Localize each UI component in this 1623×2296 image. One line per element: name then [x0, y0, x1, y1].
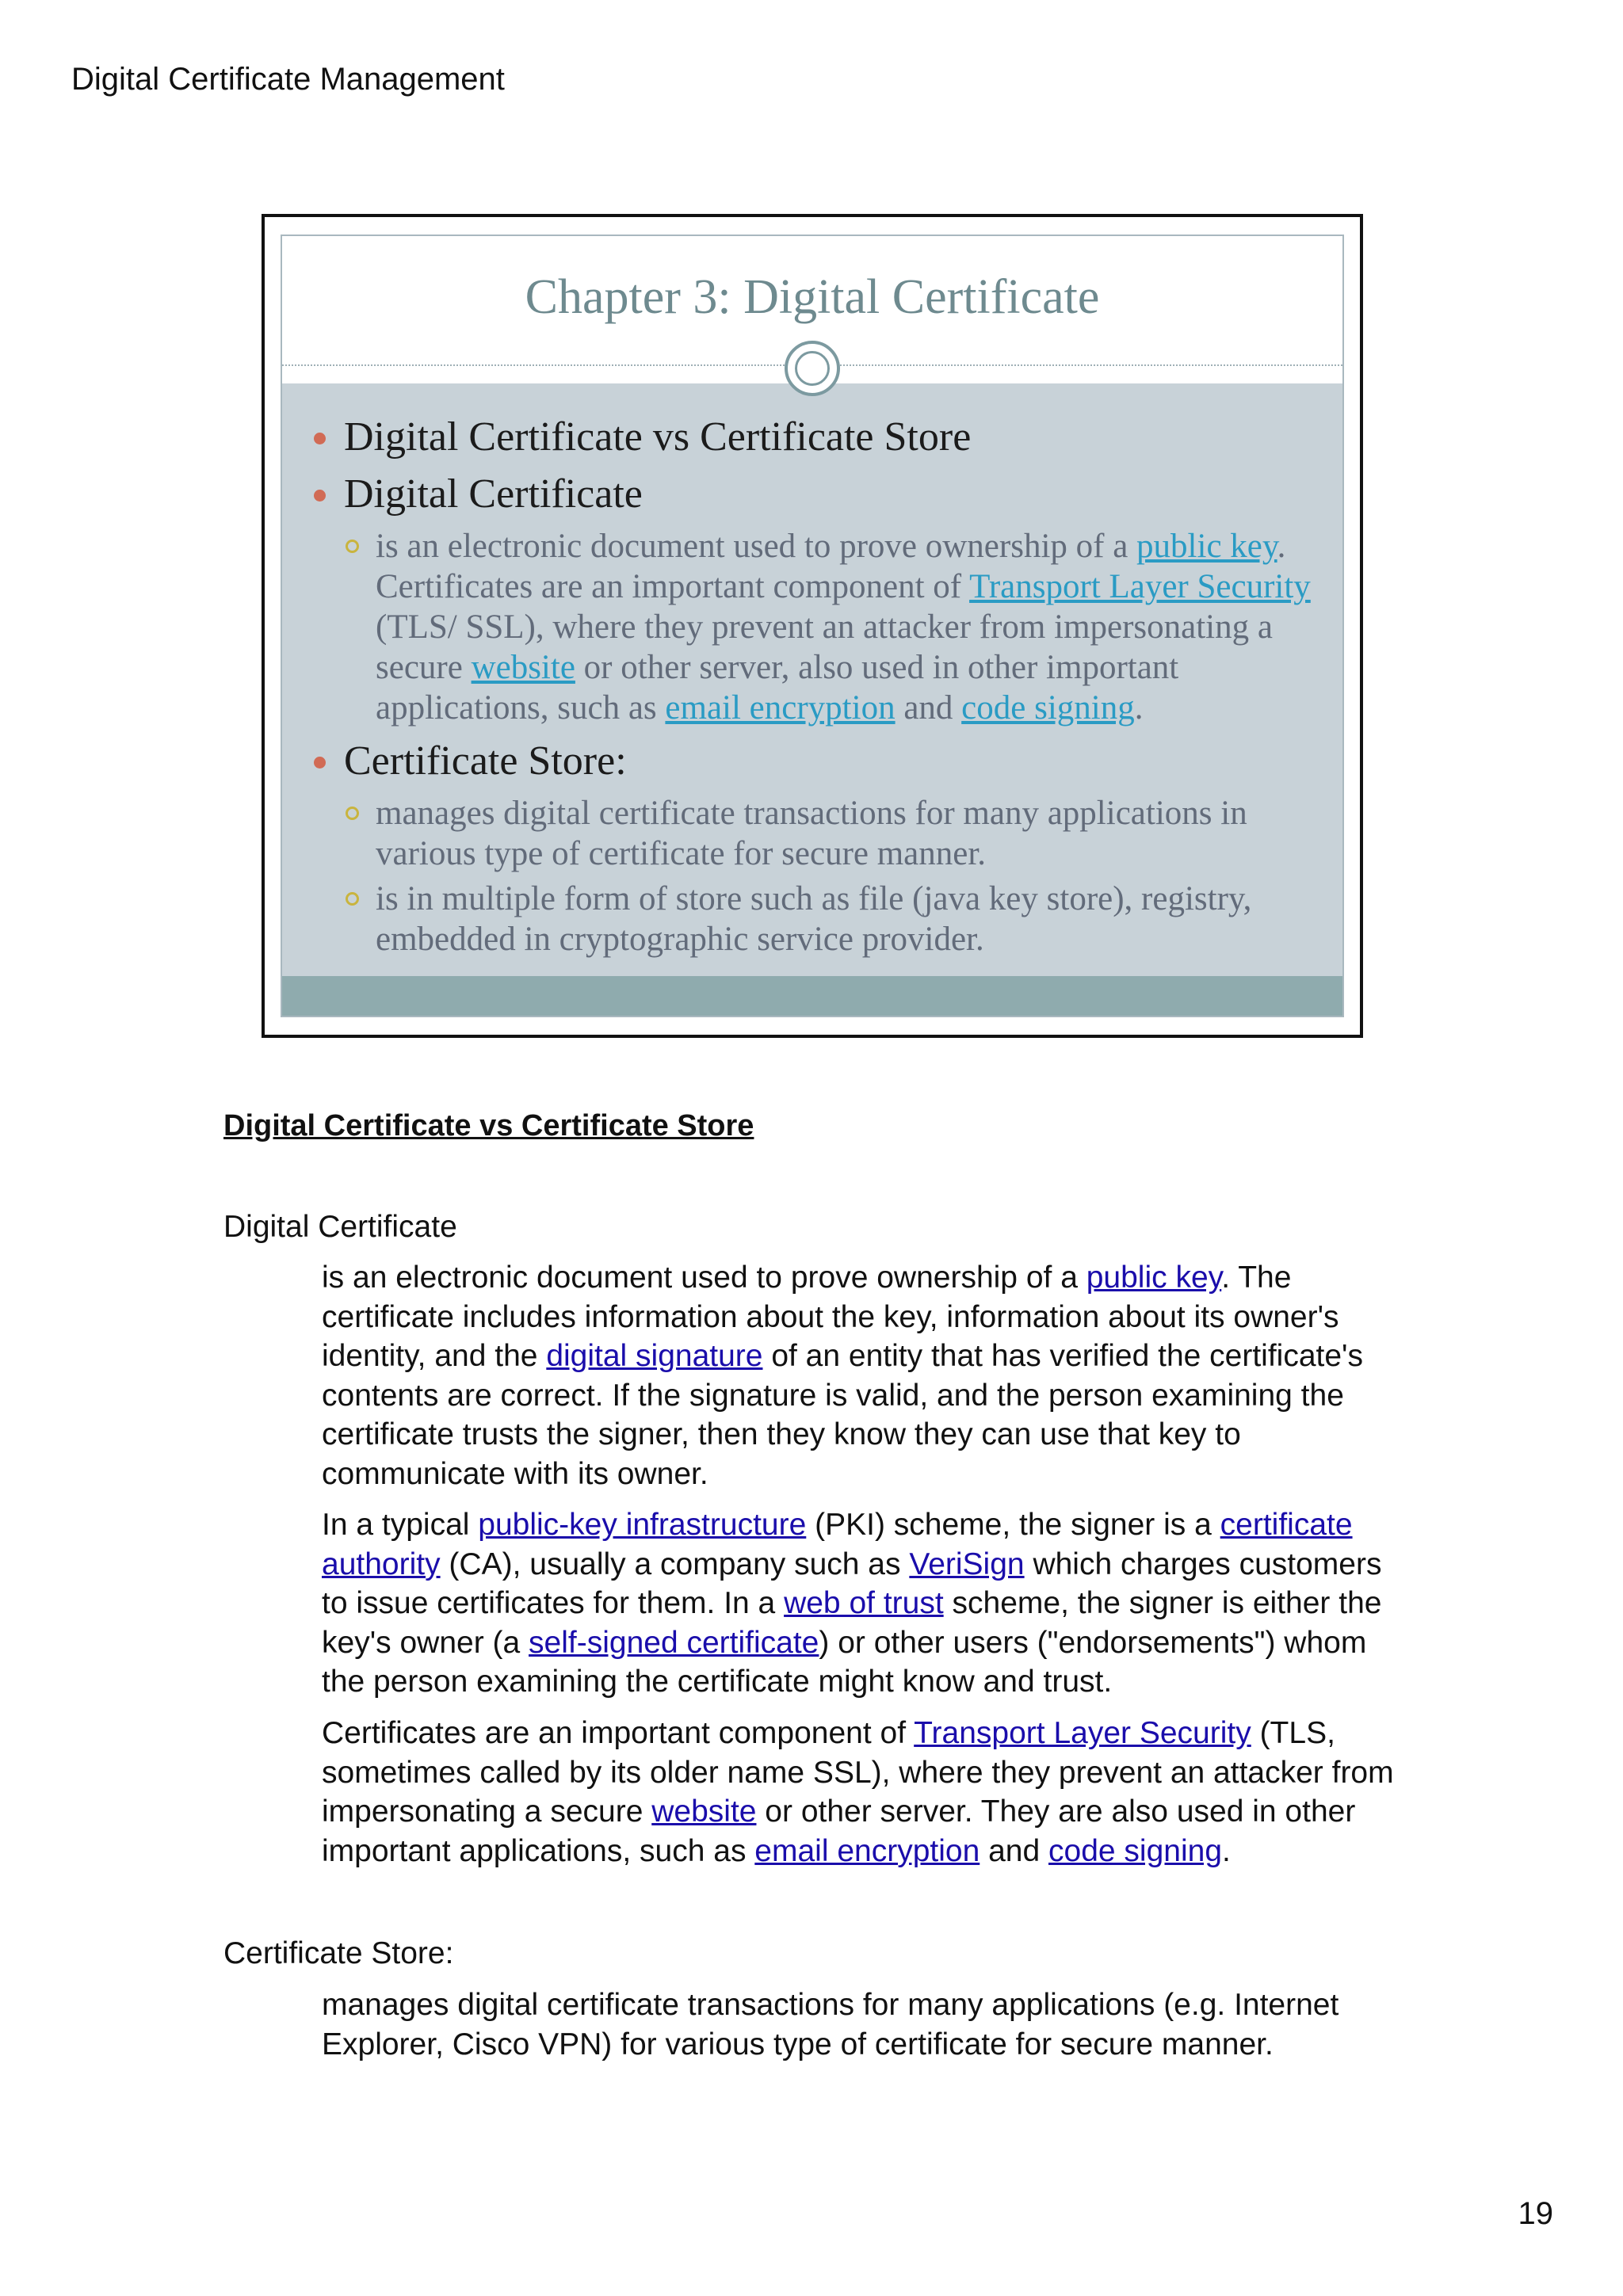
- link-verisign[interactable]: VeriSign: [909, 1547, 1025, 1581]
- link-web-of-trust[interactable]: web of trust: [784, 1586, 944, 1620]
- slide-body: [312, 409, 1311, 964]
- link-public-key[interactable]: public key: [1086, 1261, 1222, 1295]
- link-code-signing[interactable]: code signing: [961, 689, 1135, 727]
- link-self-signed-certificate[interactable]: self-signed certificate: [529, 1625, 819, 1660]
- slide: [281, 235, 1344, 1017]
- paragraph-text: (TLS, sometimes called by its older name SSL), where they prevent an attacker from impersonating a secure: [322, 1716, 1394, 1829]
- slide-sub-bullet: is in multiple form of store such as file (java key store), registry, embedded in cryptographic service provider.: [376, 879, 1311, 959]
- link-code-signing[interactable]: code signing: [1048, 1833, 1223, 1868]
- paragraph-text: is an electronic document used to prove ownership of a: [322, 1261, 1086, 1295]
- slide-text: or other server, also used in other important applications, such as: [376, 649, 1179, 727]
- term-certificate-store: Certificate Store:: [223, 1936, 454, 1970]
- paragraph-pki: [322, 1505, 1415, 1702]
- link-certificate-authority[interactable]: certificate authority: [322, 1508, 1353, 1581]
- slide-text: . Certificates are an important component of: [376, 528, 1286, 605]
- paragraph-text: ) or other users ("endorsements") whom the person examining the certificate might know and trust.: [322, 1625, 1367, 1699]
- paragraph-text: which charges customers to issue certificates for them. In a: [322, 1547, 1382, 1620]
- paragraph-tls: [322, 1714, 1415, 1871]
- paragraph-text: Certificates are an important component of: [322, 1716, 915, 1750]
- paragraph-text: (CA), usually a company such as: [440, 1547, 910, 1581]
- paragraph-text: and: [980, 1833, 1049, 1868]
- paragraph-text: scheme, the signer is either the key's owner (a: [322, 1586, 1382, 1660]
- link-public-key-infrastructure[interactable]: public-key infrastructure: [478, 1508, 807, 1542]
- slide-image-frame: [262, 214, 1363, 1038]
- section-heading: Digital Certificate vs Certificate Store: [223, 1109, 754, 1142]
- slide-footer-band: [282, 976, 1342, 1016]
- running-header: Digital Certificate Management: [71, 62, 505, 97]
- slide-bullet: Digital Certificate: [312, 466, 1311, 523]
- page-number: 19: [1518, 2196, 1553, 2231]
- link-email-encryption[interactable]: email encryption: [754, 1833, 980, 1868]
- slide-circle-ornament: [785, 341, 840, 396]
- slide-bullet: Certificate Store:: [312, 733, 1311, 790]
- slide-text: (TLS/ SSL), where they prevent an attacker from impersonating a secure: [376, 608, 1273, 686]
- slide-text: and: [895, 689, 962, 727]
- link-website[interactable]: website: [651, 1794, 757, 1829]
- paragraph-definition: [322, 1258, 1415, 1493]
- link-email-encryption[interactable]: email encryption: [665, 689, 896, 727]
- link-transport-layer-security[interactable]: Transport Layer Security: [914, 1716, 1251, 1750]
- slide-sub-bullet: manages digital certificate transactions for many applications in various type of certificate for secure manner.: [376, 793, 1311, 874]
- slide-bullet: Digital Certificate vs Certificate Store: [312, 409, 1311, 466]
- link-public-key[interactable]: public key: [1136, 528, 1277, 565]
- paragraph-text: .: [1222, 1833, 1231, 1868]
- slide-text: .: [1134, 689, 1144, 727]
- paragraph-text: of an entity that has verified the certificate's contents are correct. If the signature is valid, and the person examining the certificate trusts the signer, then they know they can use that key to communicate with its owner.: [322, 1339, 1363, 1491]
- slide-text: is an electronic document used to prove ownership of a: [376, 528, 1137, 565]
- link-website[interactable]: website: [471, 649, 575, 686]
- paragraph-text: . The certificate includes information about the key, information about its owner's identity, and the: [322, 1261, 1339, 1373]
- paragraph-certificate-store: manages digital certificate transactions for many applications (e.g. Internet Explorer, Cisco VPN) for various type of certificate for secure manner.: [322, 1988, 1339, 2061]
- slide-title: Chapter 3: Digital Certificate: [525, 270, 1100, 324]
- paragraph-text: In a typical: [322, 1508, 479, 1542]
- slide-sub-bullet: [376, 526, 1311, 728]
- link-transport-layer-security[interactable]: Transport Layer Security: [969, 568, 1311, 605]
- paragraph-text: or other server. They are also used in other important applications, such as: [322, 1794, 1356, 1868]
- term-digital-certificate: Digital Certificate: [223, 1210, 457, 1244]
- paragraph-text: (PKI) scheme, the signer is a: [806, 1508, 1220, 1542]
- link-digital-signature[interactable]: digital signature: [546, 1339, 763, 1373]
